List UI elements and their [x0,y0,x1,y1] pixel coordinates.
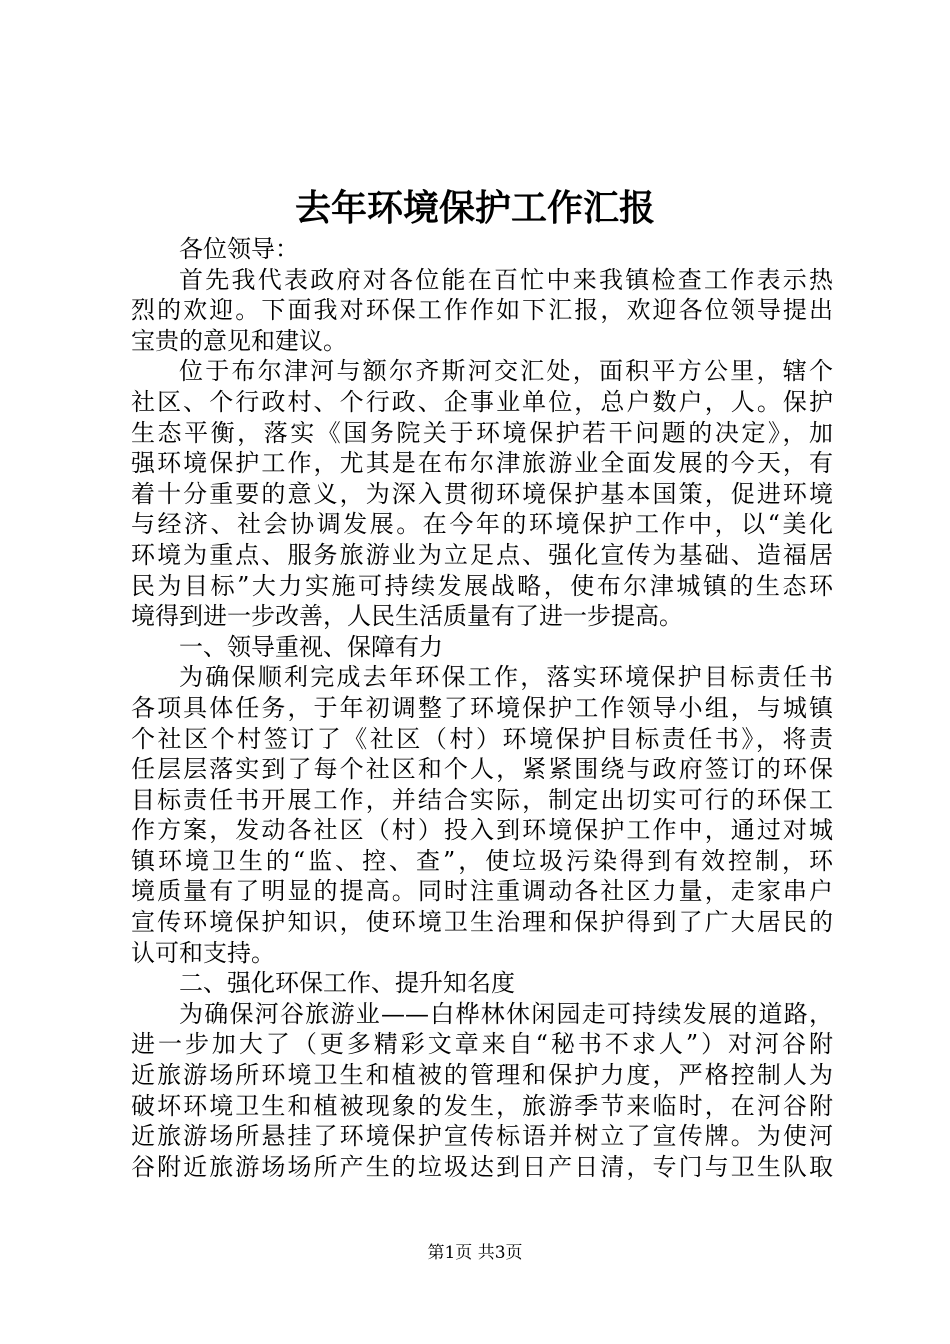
text-line: 二、强化环保工作、提升知名度 [179,969,515,998]
text-line: 境质量有了明显的提高。同时注重调动各社区力量，走家串户 [131,877,833,906]
document-body [131,234,833,1182]
text-line: 社区、个行政村、个行政、企事业单位，总户数户，人。保护 [131,387,833,416]
text-line: 各项具体任务，于年初调整了环境保护工作领导小组，与城镇 [131,693,833,722]
text-line: 为确保顺利完成去年环保工作，落实环境保护目标责任书 [179,663,833,692]
text-line: 各位领导： [179,235,299,263]
text-line: 为确保河谷旅游业——白桦林休闲园走可持续发展的道路， [179,999,833,1028]
text-line: 进一步加大了（更多精彩文章来自“秘书不求人”）对河谷附 [131,1030,833,1059]
text-line: 近旅游场所悬挂了环境保护宣传标语并树立了宣传牌。为使河 [131,1122,833,1151]
document-title: 去年环境保护工作汇报 [294,187,655,229]
text-line: 目标责任书开展工作，并结合实际，制定出切实可行的环保工 [131,785,833,814]
page-footer: 第1页 共3页 [427,1243,523,1263]
text-line: 宝贵的意见和建议。 [131,326,347,355]
text-line: 强环境保护工作，尤其是在布尔津旅游业全面发展的今天，有 [131,449,833,478]
text-line: 民为目标”大力实施可持续发展战略，使布尔津城镇的生态环 [131,571,833,600]
text-line: 首先我代表政府对各位能在百忙中来我镇检查工作表示热 [179,265,833,294]
text-line: 镇环境卫生的“监、控、查”，使垃圾污染得到有效控制，环 [131,846,833,875]
text-line: 一、领导重视、保障有力 [179,632,443,661]
text-line: 谷附近旅游场场所产生的垃圾达到日产日清，专门与卫生队取 [131,1152,833,1181]
text-line: 近旅游场所环境卫生和植被的管理和保护力度，严格控制人为 [131,1061,833,1090]
text-line: 环境为重点、服务旅游业为立足点、强化宣传为基础、造福居 [131,540,833,569]
text-line: 作方案，发动各社区（村）投入到环境保护工作中，通过对城 [131,816,833,845]
text-line: 烈的欢迎。下面我对环保工作作如下汇报，欢迎各位领导提出 [131,296,833,325]
text-line: 个社区个村签订了《社区（村）环境保护目标责任书》，将责 [131,724,833,753]
text-line: 境得到进一步改善，人民生活质量有了进一步提高。 [131,602,683,631]
text-line: 生态平衡，落实《国务院关于环境保护若干问题的决定》，加 [131,418,833,447]
text-line: 位于布尔津河与额尔齐斯河交汇处，面积平方公里，辖个 [179,357,833,386]
text-line: 任层层落实到了每个社区和个人，紧紧围绕与政府签订的环保 [131,755,833,784]
text-line: 认可和支持。 [131,938,275,967]
text-line: 着十分重要的意义，为深入贯彻环境保护基本国策，促进环境 [131,479,833,508]
text-line: 破坏环境卫生和植被现象的发生，旅游季节来临时，在河谷附 [131,1091,833,1120]
text-line: 宣传环境保护知识，使环境卫生治理和保护得到了广大居民的 [131,908,833,937]
text-line: 与经济、社会协调发展。在今年的环境保护工作中，以“美化 [131,510,833,539]
